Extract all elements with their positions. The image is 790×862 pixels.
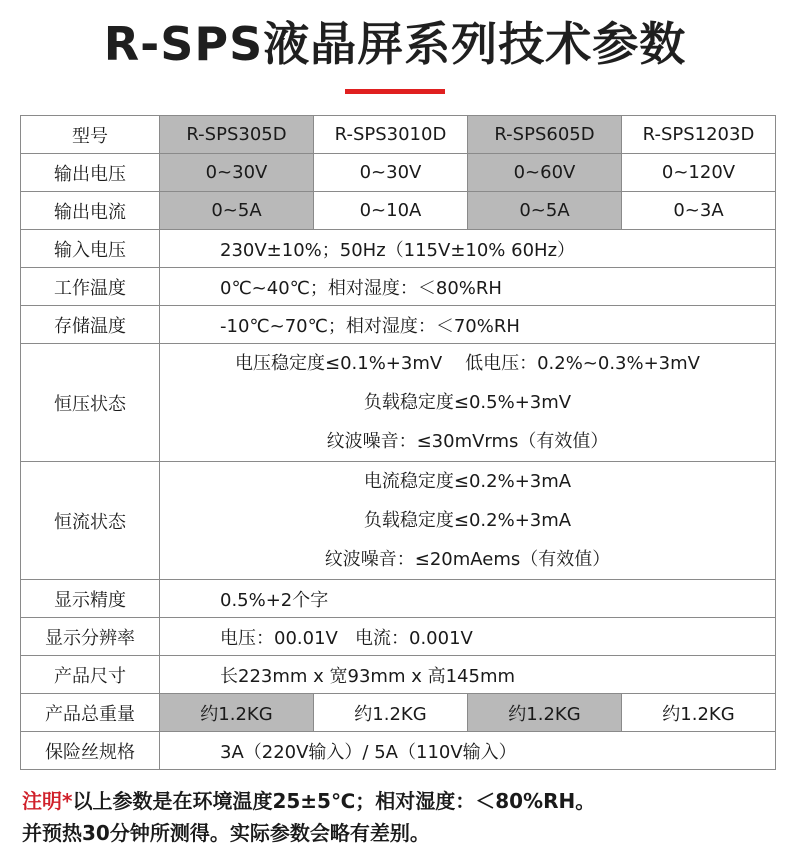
row-label: 产品总重量 xyxy=(21,694,160,732)
table-row xyxy=(21,618,776,656)
value-cell: 0~5A xyxy=(468,192,622,230)
note-prefix: 注明* xyxy=(22,789,73,813)
spec-line: 负载稳定度≤0.5%+3mV xyxy=(363,392,572,413)
note-text: 以上参数是在环境温度25±5℃；相对湿度：＜80%RH。 xyxy=(72,789,596,813)
value-cell xyxy=(160,462,776,580)
table-row xyxy=(21,656,776,694)
model-cell: R-SPS3010D xyxy=(314,116,468,154)
spec-line: 纹波噪音：≤20mAems（有效值） xyxy=(324,549,611,570)
value-cell: 约1.2KG xyxy=(622,694,776,732)
table-row xyxy=(21,732,776,770)
value-cell: 0~5A xyxy=(160,192,314,230)
value-cell: 0~30V xyxy=(314,154,468,192)
row-label: 恒流状态 xyxy=(21,462,160,580)
title-underline xyxy=(345,89,445,94)
row-label: 输出电流 xyxy=(21,192,160,230)
row-label: 保险丝规格 xyxy=(21,732,160,770)
table-row xyxy=(21,116,776,154)
model-cell: R-SPS1203D xyxy=(622,116,776,154)
row-label: 工作温度 xyxy=(21,268,160,306)
value-cell: 0~30V xyxy=(160,154,314,192)
value-cell xyxy=(160,344,776,462)
spec-line: 电流稳定度≤0.2%+3mA xyxy=(363,471,572,492)
value-cell: 0~10A xyxy=(314,192,468,230)
value-cell: 0~120V xyxy=(622,154,776,192)
value-cell: 230V±10%；50Hz（115V±10% 60Hz） xyxy=(160,230,776,268)
model-cell: R-SPS605D xyxy=(468,116,622,154)
model-cell: R-SPS305D xyxy=(160,116,314,154)
table-row xyxy=(21,462,776,580)
footnote-line-2: 并预热30分钟所测得。实际参数会略有差别。 xyxy=(22,821,430,845)
row-label: 显示分辨率 xyxy=(21,618,160,656)
value-cell: 0℃~40℃；相对湿度：＜80%RH xyxy=(160,268,776,306)
value-cell: 约1.2KG xyxy=(160,694,314,732)
row-label: 输出电压 xyxy=(21,154,160,192)
value-cell: 0.5%+2个字 xyxy=(160,580,776,618)
footnote xyxy=(22,785,595,849)
row-label: 产品尺寸 xyxy=(21,656,160,694)
row-label: 存储温度 xyxy=(21,306,160,344)
table-row xyxy=(21,694,776,732)
row-label: 显示精度 xyxy=(21,580,160,618)
value-cell: 约1.2KG xyxy=(314,694,468,732)
spec-line: 负载稳定度≤0.2%+3mA xyxy=(363,510,572,531)
table-row xyxy=(21,580,776,618)
value-cell: 0~3A xyxy=(622,192,776,230)
footnote-line-1 xyxy=(22,785,595,817)
value-cell: 3A（220V输入）/ 5A（110V输入） xyxy=(160,732,776,770)
table-row xyxy=(21,306,776,344)
spec-line: 电压稳定度≤0.1%+3mV 低电压：0.2%~0.3%+3mV xyxy=(234,353,700,374)
value-cell: -10℃~70℃；相对湿度：＜70%RH xyxy=(160,306,776,344)
value-cell: 长223mm x 宽93mm x 高145mm xyxy=(160,656,776,694)
value-cell: 电压：00.01V 电流：0.001V xyxy=(160,618,776,656)
table-row xyxy=(21,192,776,230)
spec-table xyxy=(20,115,776,770)
row-label: 型号 xyxy=(21,116,160,154)
table-row xyxy=(21,268,776,306)
value-cell: 约1.2KG xyxy=(468,694,622,732)
row-label: 恒压状态 xyxy=(21,344,160,462)
row-label: 输入电压 xyxy=(21,230,160,268)
spec-line: 纹波噪音：≤30mVrms（有效值） xyxy=(326,431,609,452)
table-row xyxy=(21,154,776,192)
table-row xyxy=(21,344,776,462)
page-title: R-SPS液晶屏系列技术参数 xyxy=(103,17,687,71)
value-cell: 0~60V xyxy=(468,154,622,192)
table-row xyxy=(21,230,776,268)
